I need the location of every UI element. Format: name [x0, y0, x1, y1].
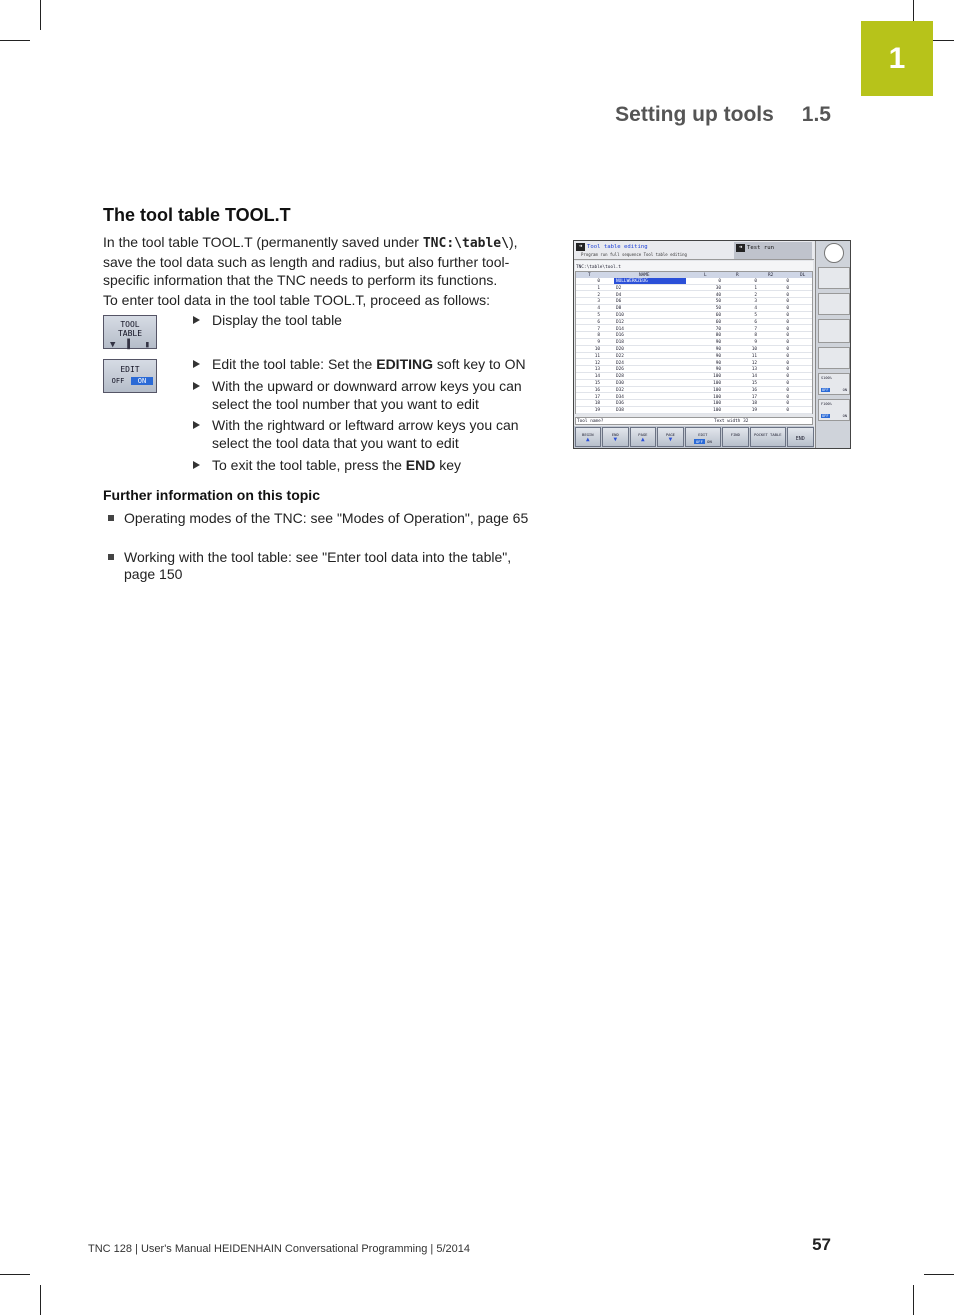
table-cell: 0 [786, 408, 789, 414]
proceed-paragraph: To enter tool data in the tool table TOOL.T, proceed as follows: [103, 292, 491, 308]
edit-softkey-toggle [104, 377, 156, 385]
softkey-pocket-table[interactable] [750, 427, 786, 447]
table-cell: 17 [594, 394, 600, 400]
intro-after: ), save the tool data such as length and radius, but also further tool-specific information that the TNC needs to perform its functions. [103, 234, 518, 288]
table-cell: 4 [597, 306, 600, 312]
table-cell: 16 [594, 387, 600, 393]
table-cell: NULLWERKZEUG [616, 279, 648, 284]
tnc-softkey-row [574, 426, 814, 448]
table-cell: 90 [715, 360, 721, 366]
table-cell: 19 [751, 408, 757, 414]
tnc-mode-title: Tool table editing [587, 244, 648, 250]
table-cell: 11 [751, 353, 757, 359]
arrow-down-icon: ▼ [668, 436, 673, 443]
column-header: R2 [768, 273, 774, 278]
mode-arrow-icon: ➜ [576, 243, 585, 251]
table-cell: D22 [616, 353, 624, 359]
table-cell: 14 [594, 374, 600, 380]
step-arrow-icon [193, 316, 200, 324]
chapter-number: 1 [888, 41, 906, 75]
table-cell: D24 [616, 360, 624, 366]
tnc-mode-secondary [734, 242, 812, 259]
table-cell: 0 [754, 279, 757, 284]
edit-softkey-off: OFF [111, 377, 125, 385]
table-cell: 0 [786, 394, 789, 400]
table-row[interactable] [576, 312, 812, 319]
edit-softkey-label: EDIT [120, 365, 140, 374]
mode-arrow-icon: ➜ [736, 244, 745, 252]
table-cell: 0 [786, 387, 789, 393]
table-cell: 13 [594, 367, 600, 373]
column-header: L [704, 273, 707, 278]
running-head-title: Setting up tools [615, 103, 774, 126]
table-cell: 7 [597, 326, 600, 332]
table-cell: 0 [786, 381, 789, 386]
column-header: NAME [639, 273, 650, 278]
table-cell: 0 [786, 279, 789, 284]
tool-table-softkey [103, 315, 157, 349]
softkey-end[interactable] [602, 427, 629, 447]
table-row[interactable] [576, 332, 812, 339]
tool-icons [104, 340, 156, 350]
side-label: S100% [821, 376, 832, 380]
table-row[interactable] [576, 339, 812, 346]
table-row[interactable] [576, 394, 812, 401]
side-off: OFF [822, 388, 829, 392]
further-bullet-text: Operating modes of the TNC: see "Modes of Operation", page 65 [124, 510, 529, 526]
table-cell: D30 [616, 381, 624, 386]
table-cell: D16 [616, 333, 624, 339]
step-edit-after: soft key to ON [433, 356, 526, 372]
intro-path: TNC:\table\ [422, 236, 509, 251]
table-cell: 100 [713, 401, 721, 407]
table-cell: 8 [597, 333, 600, 339]
tnc-prompt-left: Tool name? [577, 419, 604, 424]
chapter-tab [861, 21, 933, 96]
table-cell: 14 [751, 374, 757, 380]
table-cell: 90 [715, 367, 721, 373]
arrow-down-icon: ▼ [613, 436, 618, 443]
table-cell: D6 [616, 299, 622, 305]
step-edit-before: Edit the tool table: Set the [212, 356, 377, 372]
tnc-header [574, 241, 814, 260]
step-rightleft-text: With the rightward or leftward arrow keys you can select the tool data that you want to edit [212, 417, 519, 451]
table-cell: 3 [754, 299, 757, 305]
table-cell: 0 [786, 306, 789, 312]
tnc-prompt-bar [575, 417, 813, 425]
table-cell: 0 [786, 299, 789, 305]
step-updown [193, 378, 541, 413]
table-cell: 0 [786, 333, 789, 339]
page-number: 57 [812, 1235, 831, 1254]
further-heading: Further information on this topic [103, 487, 320, 503]
bullet-square-icon [108, 554, 114, 560]
table-cell: 12 [594, 360, 600, 366]
table-cell: 3 [597, 299, 600, 305]
table-cell: D10 [616, 313, 624, 318]
table-cell: 0 [786, 353, 789, 359]
footer-text: TNC 128 | User's Manual HEIDENHAIN Conversational Programming | 5/2014 [88, 1243, 470, 1255]
side-softkey[interactable] [818, 293, 850, 315]
softkey-find[interactable] [722, 427, 749, 447]
step-rightleft [193, 417, 541, 452]
table-cell: 0 [786, 360, 789, 366]
table-cell: 0 [597, 279, 600, 284]
table-cell: 5 [754, 313, 757, 318]
tool-icon: ▼ [109, 340, 116, 350]
table-cell: 100 [713, 387, 721, 393]
column-header: R [736, 273, 739, 278]
table-cell: 5 [597, 313, 600, 318]
table-cell: 100 [713, 381, 721, 386]
side-label: F100% [821, 402, 832, 406]
table-row[interactable] [576, 292, 812, 299]
column-header: T [588, 273, 591, 278]
table-cell: 90 [715, 340, 721, 346]
table-cell: 7 [754, 326, 757, 332]
table-row[interactable] [576, 373, 812, 380]
table-cell: 17 [751, 394, 757, 400]
column-header: DL [800, 273, 806, 278]
step-arrow-icon [193, 360, 200, 368]
table-cell: 100 [713, 394, 721, 400]
arrow-up-icon: ▲ [585, 436, 590, 443]
softkey-label: END [795, 436, 805, 442]
table-cell: D26 [616, 367, 624, 373]
step-edit-key: EDITING [376, 356, 434, 372]
table-cell: 90 [715, 347, 721, 352]
edit-softkey [103, 359, 157, 393]
table-row[interactable] [576, 319, 812, 326]
step-exit-after: key [435, 457, 462, 473]
table-cell: 0 [786, 367, 789, 373]
softkey-begin[interactable] [575, 427, 602, 447]
table-cell: 2 [754, 292, 757, 298]
table-cell: 60 [715, 313, 721, 318]
softkey-exit[interactable] [787, 427, 814, 447]
arrow-up-icon: ▲ [641, 436, 645, 443]
step-exit [193, 457, 541, 475]
table-cell: 12 [751, 360, 757, 366]
tnc-path-bar [575, 261, 813, 271]
table-cell: 4 [754, 306, 757, 312]
side-off: OFF [822, 414, 829, 418]
table-row[interactable] [576, 278, 812, 285]
side-on: ON [842, 388, 847, 392]
table-cell: 30 [715, 285, 721, 291]
side-softkey[interactable] [818, 347, 850, 369]
table-row[interactable] [576, 353, 812, 360]
table-cell: 2 [597, 292, 600, 298]
table-row[interactable] [576, 326, 812, 333]
table-cell: 80 [715, 333, 721, 339]
softkey-label: PAGE [638, 432, 648, 437]
edit-softkey-on: ON [131, 377, 153, 385]
table-row[interactable] [576, 305, 812, 312]
table-cell: 0 [786, 292, 789, 298]
table-cell: D36 [616, 401, 624, 407]
further-bullet-text: Working with the tool table: see "Enter tool data into the table", page 150 [124, 549, 512, 582]
tnc-path: TNC:\table\tool.t [576, 265, 621, 270]
tool-icon: ▌ [127, 340, 133, 350]
table-cell: 100 [713, 374, 721, 380]
softkey-label: POCKET TABLE [754, 432, 782, 437]
table-row[interactable] [576, 346, 812, 353]
table-cell: 40 [715, 292, 721, 298]
table-cell: 18 [751, 401, 757, 407]
tnc-mode-primary [576, 243, 732, 258]
step-arrow-icon [193, 461, 200, 469]
tnc-screenshot [573, 240, 851, 449]
table-cell: 50 [715, 299, 721, 305]
tool-table-softkey-line2: TABLE [117, 329, 143, 338]
table-row[interactable] [576, 298, 812, 305]
step-display [193, 312, 541, 330]
softkey-label: FIND [730, 432, 740, 437]
softkey-label: EDIT [698, 432, 708, 437]
table-cell: 9 [754, 340, 757, 346]
table-cell: D32 [616, 387, 624, 393]
table-cell: 0 [786, 313, 789, 318]
crop-mark [0, 1274, 30, 1275]
tnc-mode-sub: Program run full sequence Tool table editing [581, 252, 687, 257]
table-cell: 1 [754, 285, 757, 291]
intro-paragraph [103, 233, 538, 289]
softkey-page-up[interactable] [630, 427, 657, 447]
table-row[interactable] [576, 400, 812, 407]
softkey-label: END [611, 432, 619, 437]
crop-mark [40, 1285, 41, 1315]
table-cell: D4 [616, 292, 622, 298]
side-softkey[interactable] [818, 267, 850, 289]
step-exit-before: To exit the tool table, press the [212, 457, 406, 473]
step-display-text: Display the tool table [212, 312, 342, 328]
tnc-mode2-title: Test run [747, 245, 774, 251]
softkey-page-down[interactable] [657, 427, 684, 447]
crop-mark [924, 1274, 954, 1275]
crop-mark [0, 40, 30, 41]
table-cell: D12 [616, 319, 624, 325]
table-cell: D28 [616, 374, 624, 380]
step-exit-key: END [405, 457, 436, 473]
table-cell: 11 [594, 353, 600, 359]
softkey-label: BEGIN [582, 432, 594, 437]
table-cell: 15 [594, 381, 600, 386]
table-row[interactable] [576, 366, 812, 373]
table-cell: 10 [594, 347, 600, 352]
step-arrow-icon [193, 421, 200, 429]
table-cell: 10 [751, 347, 757, 352]
table-row[interactable] [576, 407, 812, 414]
further-bullet [103, 549, 543, 583]
running-head [615, 103, 831, 127]
table-row[interactable] [576, 285, 812, 292]
side-softkey-s-override[interactable] [818, 373, 850, 395]
table-cell: 8 [754, 333, 757, 339]
bullet-square-icon [108, 515, 114, 521]
table-cell: 0 [718, 279, 721, 284]
clock-icon [824, 243, 844, 263]
table-cell: D8 [616, 306, 622, 312]
table-row[interactable] [576, 380, 812, 387]
table-cell: 1 [597, 285, 600, 291]
table-cell: 13 [751, 367, 757, 373]
table-cell: 6 [597, 319, 600, 325]
table-cell: 0 [786, 285, 789, 291]
step-updown-text: With the upward or downward arrow keys you can select the tool number that you want to edit [212, 378, 522, 412]
table-row[interactable] [576, 360, 812, 367]
table-cell: 19 [594, 408, 600, 414]
table-cell: 18 [594, 401, 600, 407]
table-cell: 16 [751, 387, 757, 393]
table-cell: 100 [713, 408, 721, 414]
tnc-prompt-right: Text width 32 [714, 419, 749, 424]
tool-icon: ▮ [144, 340, 151, 350]
softkey-label: PAGE [665, 432, 675, 437]
crop-mark [913, 1285, 914, 1315]
table-cell: 70 [715, 326, 721, 332]
table-cell: 0 [786, 326, 789, 332]
table-cell: D38 [616, 408, 624, 414]
table-cell: 15 [751, 381, 757, 386]
table-cell: D18 [616, 340, 624, 346]
side-on: ON [842, 414, 847, 418]
table-cell: 0 [786, 347, 789, 352]
intro-before: In the tool table TOOL.T (permanently saved under [103, 234, 423, 250]
table-cell: 0 [786, 319, 789, 325]
softkey-edit-off: OFF [696, 439, 703, 444]
table-cell: 0 [786, 374, 789, 380]
tool-table [575, 271, 813, 414]
table-cell: D2 [616, 285, 622, 291]
softkey-edit[interactable] [685, 427, 721, 447]
table-cell: 90 [715, 353, 721, 359]
tnc-side-panel [815, 241, 851, 448]
further-bullet [103, 510, 543, 527]
section-title: The tool table TOOL.T [103, 205, 291, 225]
table-cell: D20 [616, 347, 624, 352]
table-cell: 60 [715, 319, 721, 325]
table-cell: D14 [616, 326, 624, 332]
softkey-edit-on: ON [707, 439, 712, 444]
table-cell: 0 [786, 401, 789, 407]
side-softkey-f-override[interactable] [818, 399, 850, 421]
table-cell: 0 [786, 340, 789, 346]
table-cell: D34 [616, 394, 624, 400]
step-arrow-icon [193, 382, 200, 390]
running-head-section: 1.5 [801, 103, 831, 126]
table-cell: 9 [597, 340, 600, 346]
side-softkey[interactable] [818, 319, 850, 343]
table-cell: 50 [715, 306, 721, 312]
table-cell: 6 [754, 319, 757, 325]
step-edit [193, 356, 541, 374]
crop-mark [40, 0, 41, 30]
tool-table-softkey-line1: TOOL [120, 320, 140, 329]
table-row[interactable] [576, 387, 812, 394]
